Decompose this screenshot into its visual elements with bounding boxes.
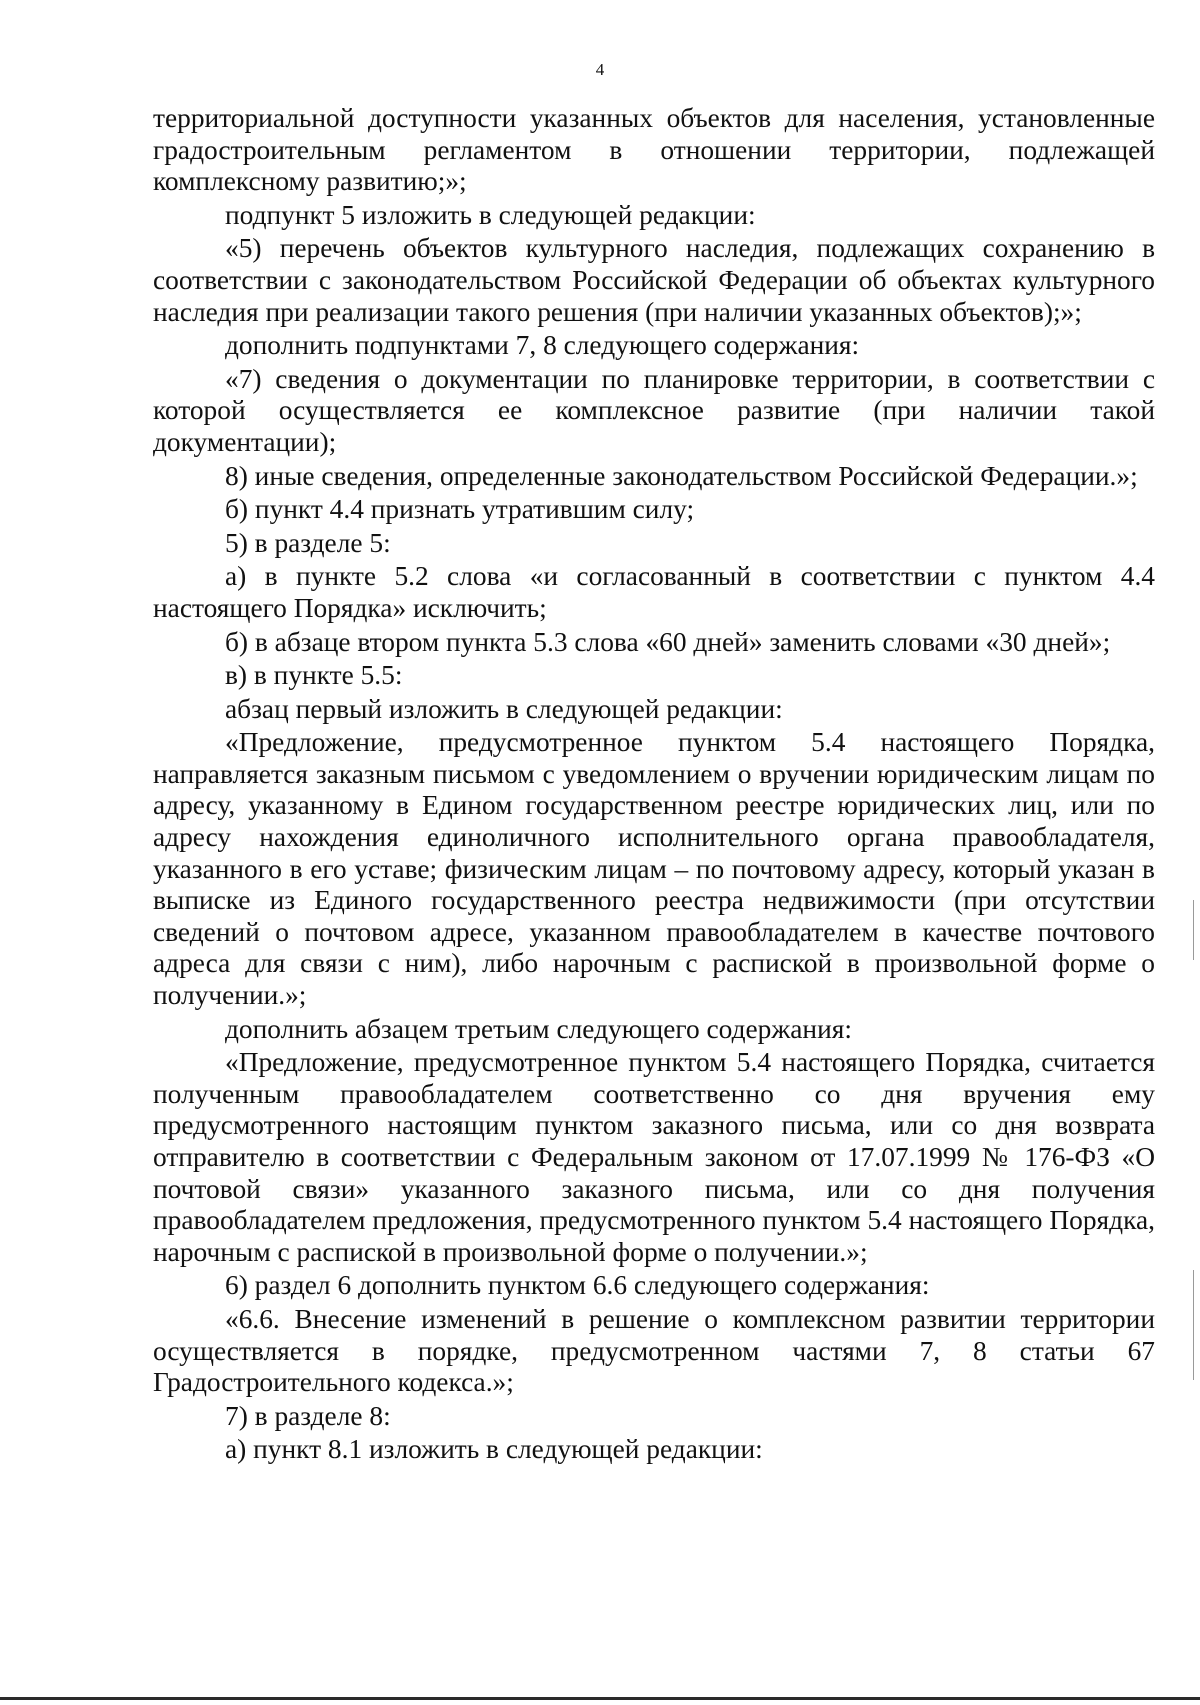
paragraph-7: б) пункт 4.4 признать утратившим силу; <box>225 494 695 525</box>
paragraph-9: а) в пункте 5.2 слова «и согласованный в соответствии с пунктом 4.4 настоящего Порядка» исключить; <box>153 561 1155 623</box>
paragraph-6: 8) иные сведения, определенные законодательством Российской Федерации.»; <box>225 460 1138 491</box>
document-body <box>153 103 1155 1466</box>
scan-artifact-mark <box>1193 900 1194 960</box>
paragraph-12: абзац первый изложить в следующей редакции: <box>225 693 783 724</box>
paragraph-17: «6.6. Внесение изменений в решение о комплексном развитии территории осуществляется в порядке, предусмотренном частями 7, 8 статьи 67 Градостроительного кодекса.»; <box>153 1303 1155 1398</box>
paragraph-15: «Предложение, предусмотренное пунктом 5.4 настоящего Порядка, считается полученным правообладателем соответственно со дня вручения ему предусмотренного настоящим пунктом заказного письма, или со дня возврата отправителю в соответствии с Федеральным законом от 17.07.1999 № 176-ФЗ «О почтовой связи» указанного заказного письма, или со дня получения правообладателем предложения, предусмотренного пунктом 5.4 настоящего Порядка, нарочным с распиской в произвольной форме о получении.»; <box>153 1047 1155 1267</box>
scan-bottom-edge <box>0 1697 1200 1700</box>
paragraph-1: территориальной доступности указанных объектов для населения, установленные градостроительным регламентом в отношении территории, подлежащей комплексному развитию;»; <box>153 103 1155 197</box>
paragraph-16: 6) раздел 6 дополнить пунктом 6.6 следующего содержания: <box>225 1270 930 1301</box>
page-number: 4 <box>595 60 605 79</box>
paragraph-19: а) пункт 8.1 изложить в следующей редакции: <box>225 1434 763 1465</box>
paragraph-13: «Предложение, предусмотренное пунктом 5.4 настоящего Порядка, направляется заказным письмом с уведомлением о вручении юридическим лицам по адресу, указанному в Едином государственном реестре юридических лиц, или по адресу нахождения единоличного исполнительного органа правообладателя, указанного в его уставе; физическим лицам – по почтовому адресу, который указан в выписке из Единого государственного реестра недвижимости (при отсутствии сведений о почтовом адресе, указанном правообладателем в качестве почтового адреса для связи с ним), либо нарочным с распиской в произвольной форме о получении.»; <box>153 727 1155 1011</box>
scan-artifact-mark <box>1193 1270 1194 1380</box>
paragraph-8: 5) в разделе 5: <box>225 527 391 558</box>
paragraph-2: подпункт 5 изложить в следующей редакции: <box>225 199 756 230</box>
paragraph-4: дополнить подпунктами 7, 8 следующего содержания: <box>225 330 860 361</box>
paragraph-10: б) в абзаце втором пункта 5.3 слова «60 дней» заменить словами «30 дней»; <box>225 626 1111 657</box>
paragraph-14: дополнить абзацем третьим следующего содержания: <box>225 1013 852 1044</box>
paragraph-11: в) в пункте 5.5: <box>225 660 403 691</box>
paragraph-5: «7) сведения о документации по планировке территории, в соответствии с которой осуществляется ее комплексное развитие (при наличии такой документации); <box>153 363 1155 457</box>
paragraph-18: 7) в разделе 8: <box>225 1400 391 1431</box>
paragraph-3: «5) перечень объектов культурного наследия, подлежащих сохранению в соответствии с законодательством Российской Федерации об объектах культурного наследия при реализации такого решения (при наличии указанных объектов);»; <box>153 233 1155 327</box>
